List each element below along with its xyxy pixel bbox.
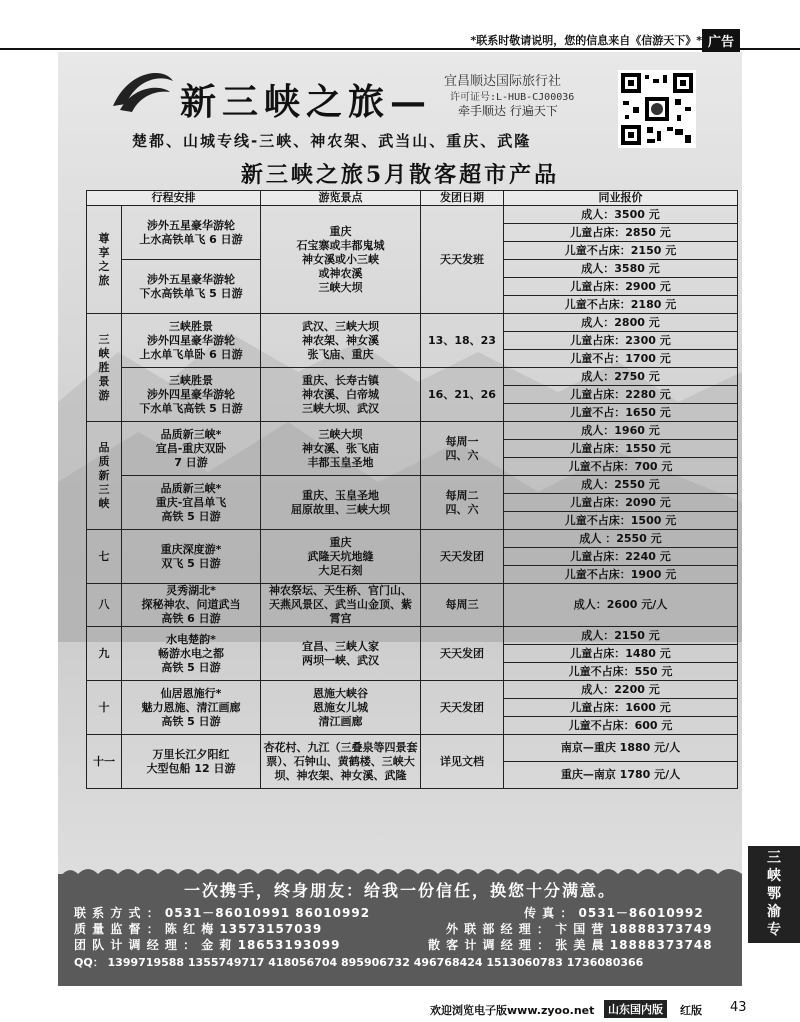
sights-cell: 神农祭坛、天生桥、官门山、 天燕风景区、武当山金顶、紫 霄宫 — [261, 584, 421, 627]
col-header-price: 同业报价 — [504, 191, 738, 206]
contact-phone: 联 系 方 式 ： 0531－86010991 86010992 — [74, 906, 371, 920]
foreign-manager: 外 联 部 经 理 ： 卞 国 营 18888373749 — [446, 922, 713, 936]
price-cell: 儿童不占床：600 元 — [504, 717, 738, 735]
qq-numbers: QQ： 1399719588 1355749717 418056704 895906732 496768424 1513060783 1736080366 — [74, 956, 644, 969]
itinerary-cell: 水电楚韵* 畅游水电之都 高铁 5 日游 — [122, 627, 261, 681]
price-cell: 儿童不占床：550 元 — [504, 663, 738, 681]
category-char: 十 — [98, 700, 110, 714]
category-char: 三 — [98, 332, 110, 346]
brand-name: 新三峡之旅— — [180, 81, 433, 123]
price-cell: 儿童不占床：700 元 — [504, 458, 738, 476]
itinerary-cell: 涉外五星豪华游轮 上水高铁单飞 6 日游 — [122, 206, 261, 260]
dates-cell: 16、21、26 — [421, 368, 504, 422]
quality-supervisor: 质 量 监 督 ： 陈 红 梅 13573157039 — [74, 922, 323, 936]
dates-cell: 天天发班 — [421, 206, 504, 314]
itinerary-cell: 仙居恩施行* 魅力恩施、清江画廊 高铁 5 日游 — [122, 681, 261, 735]
table-header-row — [87, 191, 738, 206]
website-link[interactable]: 欢迎浏览电子版www.zyoo.net — [430, 1004, 595, 1017]
price-cell: 成人：3500 元 — [504, 206, 738, 224]
price-cell: 成人 ：2550 元 — [504, 530, 738, 548]
category-char: 享 — [98, 245, 110, 259]
price-cell: 成人：2600 元/人 — [504, 584, 738, 627]
col-header-itinerary: 行程安排 — [87, 191, 261, 206]
price-table — [86, 190, 738, 789]
itinerary-cell: 三峡胜景 涉外四星豪华游轮 下水单飞高铁 5 日游 — [122, 368, 261, 422]
sidebar-char: 鄂 — [767, 886, 781, 902]
itinerary-cell: 品质新三峡* 重庆-宜昌单飞 高铁 5 日游 — [122, 476, 261, 530]
price-cell: 成人：3580 元 — [504, 260, 738, 278]
itinerary-cell: 重庆深度游* 双飞 5 日游 — [122, 530, 261, 584]
table-row — [87, 735, 738, 762]
sights-cell: 武汉、三峡大坝 神农架、神女溪 张飞庙、重庆 — [261, 314, 421, 368]
scatter-manager: 散 客 计 调 经 理 ： 张 美 晨 18888373748 — [428, 938, 713, 952]
agency-slogan: 牵手顺达 行遍天下 — [458, 104, 558, 118]
price-cell: 儿童不占床：2180 元 — [504, 296, 738, 314]
table-row — [87, 206, 738, 224]
category-char: 胜 — [98, 360, 110, 374]
table-row — [87, 476, 738, 494]
qr-code-icon — [621, 73, 693, 145]
price-cell: 儿童不占床：2150 元 — [504, 242, 738, 260]
price-cell: 成人：2150 元 — [504, 627, 738, 645]
category-char: 峡 — [98, 346, 110, 360]
price-cell: 儿童占床：2850 元 — [504, 224, 738, 242]
version-label: 红版 — [680, 1004, 702, 1017]
sidebar-char: 专 — [767, 922, 781, 938]
sights-cell: 重庆、玉皇圣地 屈原故里、三峡大坝 — [261, 476, 421, 530]
category-cell — [87, 422, 122, 530]
category-char: 品 — [98, 440, 110, 454]
source-notice: *联系时敬请说明，您的信息来自《信游天下》* — [470, 34, 702, 47]
sidebar-char: 峡 — [767, 868, 781, 884]
category-char: 七 — [98, 549, 110, 563]
category-char: 游 — [98, 388, 110, 402]
top-rule — [0, 48, 800, 50]
category-char: 十一 — [93, 754, 115, 768]
brand-logo-icon — [108, 66, 178, 116]
sights-cell: 宜昌、三峡人家 两坝一峡、武汉 — [261, 627, 421, 681]
dates-cell: 天天发团 — [421, 530, 504, 584]
dates-cell: 每周三 — [421, 584, 504, 627]
category-cell — [87, 584, 122, 627]
category-char: 峡 — [98, 496, 110, 510]
dates-cell: 每周一 四、六 — [421, 422, 504, 476]
price-cell: 儿童占床：2090 元 — [504, 494, 738, 512]
category-char: 质 — [98, 454, 110, 468]
itinerary-cell: 万里长江夕阳红 大型包船 12 日游 — [122, 735, 261, 789]
sidebar-char: 渝 — [767, 904, 781, 920]
price-cell: 成人：1960 元 — [504, 422, 738, 440]
sights-cell: 重庆、长寿古镇 神农溪、白帝城 三峡大坝、武汉 — [261, 368, 421, 422]
advertisement-panel — [58, 52, 742, 912]
page-number: 43 — [730, 1000, 747, 1015]
dates-cell: 天天发团 — [421, 627, 504, 681]
category-char: 三 — [98, 482, 110, 496]
footer-banner — [58, 860, 742, 990]
category-char: 新 — [98, 468, 110, 482]
price-cell: 儿童不占：1700 元 — [504, 350, 738, 368]
category-cell — [87, 314, 122, 422]
product-headline: 新三峡之旅5月散客超市产品 — [240, 162, 560, 188]
dates-cell: 详见文档 — [421, 735, 504, 789]
dates-cell: 每周二 四、六 — [421, 476, 504, 530]
table-row — [87, 627, 738, 645]
price-cell: 儿童不占床：1500 元 — [504, 512, 738, 530]
category-cell — [87, 206, 122, 314]
category-cell — [87, 627, 122, 681]
table-row — [87, 314, 738, 332]
price-cell: 儿童占床：1480 元 — [504, 645, 738, 663]
table-row — [87, 584, 738, 627]
itinerary-cell: 涉外五星豪华游轮 下水高铁单飞 5 日游 — [122, 260, 261, 314]
top-bar — [0, 0, 800, 52]
price-cell: 儿童不占床：1900 元 — [504, 566, 738, 584]
table-row — [87, 422, 738, 440]
footer-motto: 一次携手，终身朋友：给我一份信任，换您十分满意。 — [183, 881, 616, 900]
price-cell: 成人：2750 元 — [504, 368, 738, 386]
group-manager: 团 队 计 调 经 理 ： 金 莉 18653193099 — [74, 938, 341, 952]
price-cell: 儿童占床：2280 元 — [504, 386, 738, 404]
table-row — [87, 681, 738, 699]
itinerary-cell: 灵秀湖北* 探秘神农、问道武当 高铁 6 日游 — [122, 584, 261, 627]
dates-cell: 13、18、23 — [421, 314, 504, 368]
table-row — [87, 530, 738, 548]
category-cell — [87, 735, 122, 789]
sights-cell: 重庆 石宝寨或丰都鬼城 神女溪或小三峡 或神农溪 三峡大坝 — [261, 206, 421, 314]
category-char: 尊 — [98, 231, 110, 245]
category-char: 八 — [98, 598, 110, 611]
price-cell: 儿童占床：2300 元 — [504, 332, 738, 350]
category-char: 九 — [98, 646, 110, 660]
price-cell: 成人：2550 元 — [504, 476, 738, 494]
price-cell: 成人：2800 元 — [504, 314, 738, 332]
col-header-sights: 游览景点 — [261, 191, 421, 206]
dates-cell: 天天发团 — [421, 681, 504, 735]
price-cell: 重庆—南京 1780 元/人 — [504, 762, 738, 789]
edition-label: 山东国内版 — [604, 1000, 667, 1018]
category-char: 之 — [98, 259, 110, 273]
itinerary-cell: 三峡胜景 涉外四星豪华游轮 上水单飞单卧 6 日游 — [122, 314, 261, 368]
col-header-dates: 发团日期 — [421, 191, 504, 206]
contact-fax: 传 真 ： 0531－86010992 — [524, 906, 704, 920]
price-cell: 儿童占床：1550 元 — [504, 440, 738, 458]
price-cell: 儿童不占：1650 元 — [504, 404, 738, 422]
price-cell: 儿童占床：1600 元 — [504, 699, 738, 717]
price-cell: 南京—重庆 1880 元/人 — [504, 735, 738, 762]
ad-tag: 广告 — [702, 29, 740, 52]
category-char: 旅 — [98, 273, 110, 287]
sights-cell: 三峡大坝 神女溪、张飞庙 丰都玉皇圣地 — [261, 422, 421, 476]
page-footer — [0, 996, 800, 1022]
table-row — [87, 368, 738, 386]
sights-cell: 重庆 武隆天坑地缝 大足石刻 — [261, 530, 421, 584]
sights-cell: 杏花村、九江（三叠泉等四景套 票）、石钟山、黄鹤楼、三峡大 坝、神农架、神女溪、武隆 — [261, 735, 421, 789]
price-cell: 成人：2200 元 — [504, 681, 738, 699]
sidebar-char: 三 — [767, 850, 781, 866]
price-cell: 儿童占床：2900 元 — [504, 278, 738, 296]
footer-body — [58, 874, 742, 986]
category-char: 景 — [98, 374, 110, 388]
price-cell: 儿童占床：2240 元 — [504, 548, 738, 566]
category-cell — [87, 530, 122, 584]
itinerary-cell: 品质新三峡* 宜昌-重庆双卧 7 日游 — [122, 422, 261, 476]
license-number: 许可证号:L-HUB-CJ00036 — [450, 92, 575, 103]
qr-code[interactable] — [618, 70, 696, 148]
route-list: 楚都、山城专线-三峡、神农架、武当山、重庆、武隆 — [132, 132, 532, 150]
sights-cell: 恩施大峡谷 恩施女儿城 清江画廊 — [261, 681, 421, 735]
agency-name: 宜昌顺达国际旅行社 — [444, 74, 562, 89]
section-sidebar — [748, 846, 800, 943]
category-cell — [87, 681, 122, 735]
